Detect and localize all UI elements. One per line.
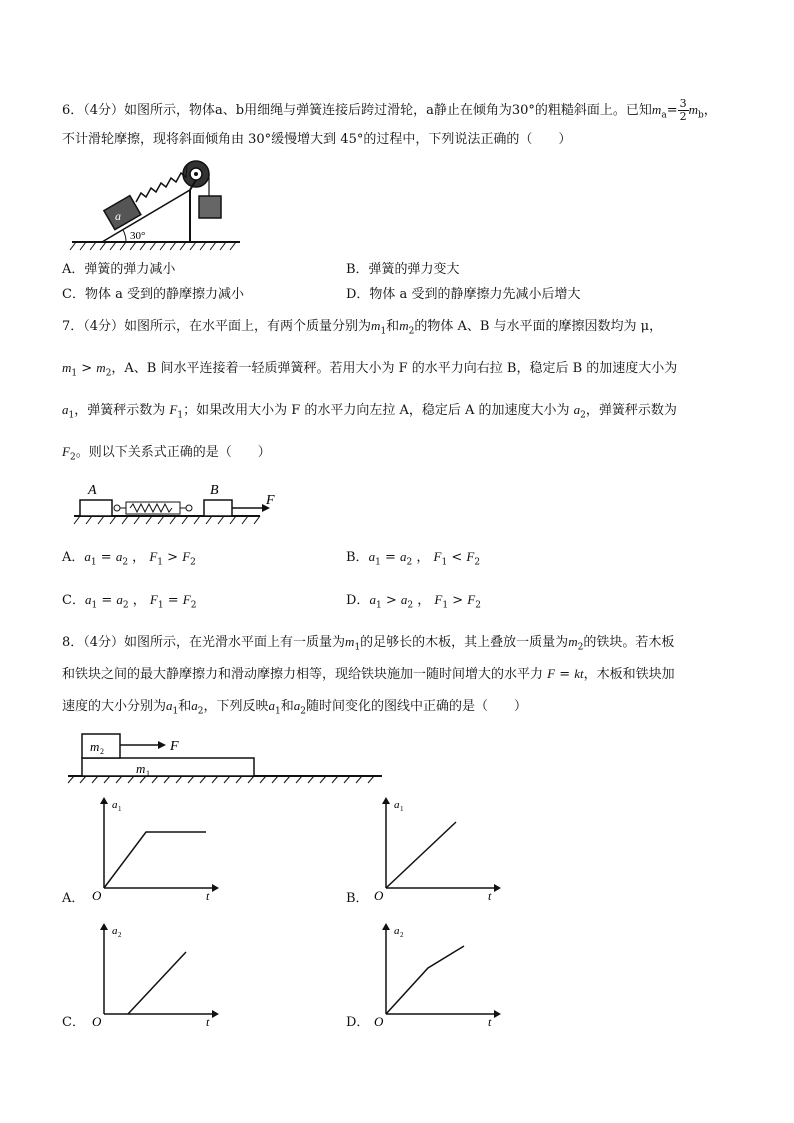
q6-option-c[interactable]: C．物体 a 受到的静摩擦力减小 (62, 287, 244, 302)
block-A (80, 500, 112, 516)
q6-option-a[interactable]: A．弹簧的弹力减小 (62, 262, 176, 277)
q7-line-1: 7．（4分）如图所示，在水平面上，有两个质量分别为$m_1$和$m_2$的物体 A、B 与水平面的摩擦因数均为 μ， (62, 318, 663, 337)
q8-option-d[interactable]: D． (346, 1015, 370, 1030)
q6-angle-label: 30° (130, 230, 146, 242)
svg-text:O: O (374, 1014, 384, 1026)
svg-text:t: t (206, 889, 210, 900)
svg-text:a: a (112, 925, 118, 937)
q8-graph-c[interactable] (88, 922, 220, 1026)
svg-text:a: a (112, 799, 118, 811)
q8-option-b[interactable]: B． (346, 891, 369, 906)
q8-option-a[interactable]: A． (62, 891, 85, 906)
q8-board-figure (66, 728, 386, 784)
q6-line-1: 6．（4分）如图所示，物体a、b用细绳与弹簧连接后跨过滑轮，a静止在倾角为30°的粗糙斜面上。已知$m_a=$ $\frac{3}{2}$ $m_b$， (62, 97, 717, 123)
q8-line-1: 8．（4分）如图所示，在光滑水平面上有一质量为$m_1$的足够长的木板，其上叠放一质量为$m_2$的铁块。若木板 (62, 634, 675, 653)
svg-text:O: O (92, 888, 102, 900)
graph-d-curve (386, 946, 464, 1014)
graph-c-curve (128, 952, 186, 1014)
svg-text:t: t (206, 1015, 210, 1026)
q7-spring-figure (70, 478, 285, 528)
q6-text: 6．（4分）如图所示，物体a、b用细绳与弹簧连接后跨过滑轮，a静止在倾角为30°的粗糙斜面上。已知 (62, 103, 652, 118)
q6-var: m (688, 102, 698, 117)
q8-graph-d[interactable] (370, 922, 502, 1026)
q7-option-a[interactable]: A．$a_1 = a_2$ ， $F_1 > F_2$ (62, 549, 196, 568)
svg-text:a: a (394, 799, 400, 811)
block-b (199, 196, 221, 218)
q7-line-4: $F_2$。则以下关系式正确的是（ ） (62, 444, 271, 463)
svg-text:O: O (374, 888, 384, 900)
q8-line-3: 速度的大小分别为$a_1$和$a_2$，下列反映$a_1$和$a_2$随时间变化的图线中正确的是（ ） (62, 698, 528, 717)
q7-label-A: A (88, 483, 97, 498)
q6-var: m (651, 102, 662, 117)
q7-option-b[interactable]: B．$a_1 = a_2$ ， $F_1 < F_2$ (346, 549, 481, 568)
q6-incline-figure (68, 150, 248, 252)
svg-text:2: 2 (100, 747, 104, 756)
svg-text:m: m (136, 761, 146, 776)
svg-text:1: 1 (118, 805, 122, 813)
q6-fraction: $\frac{3}{2}$ (679, 97, 687, 123)
q8-line-2: 和铁块之间的最大静摩擦力和滑动摩擦力相等，现给铁块施加一随时间增大的水平力 F = kt，木板和铁块加 (62, 666, 675, 682)
svg-text:a: a (394, 925, 400, 937)
svg-text:1: 1 (400, 805, 404, 813)
q6-sub: a (661, 110, 667, 121)
q7-line-2: $m_1 > m_2$，A、B 间水平连接着一轻质弹簧秤。若用大小为 F 的水平力向右拉 B，稳定后 B 的加速度大小为 (62, 360, 678, 379)
q7-label-B: B (210, 483, 219, 498)
graph-a-curve (104, 832, 206, 888)
q7-line-3: $a_1$，弹簧秤示数为 $F_1$；如果改用大小为 F 的水平力向左拉 A，稳定后 A 的加速度大小为 $a_2$，弹簧秤示数为 (62, 402, 677, 421)
q8-option-c[interactable]: C． (62, 1015, 85, 1030)
q6-line-2: 不计滑轮摩擦，现将斜面倾角由 30°缓慢增大到 45°的过程中，下列说法正确的（ ） (62, 132, 572, 147)
q7-option-c[interactable]: C．$a_1 = a_2$ ， $F_1 = F_2$ (62, 592, 197, 611)
svg-text:1: 1 (146, 769, 150, 778)
arrow-icon (158, 741, 166, 749)
q6-eq: = (666, 103, 678, 118)
svg-text:O: O (92, 1014, 102, 1026)
svg-text:m: m (90, 739, 100, 754)
q6-label-a: a (115, 209, 121, 223)
q6-sub: b (697, 110, 704, 121)
graph-b-curve (386, 822, 456, 888)
svg-text:2: 2 (400, 931, 404, 939)
block-B (204, 500, 232, 516)
block-a (104, 196, 141, 230)
q8-graph-a[interactable] (88, 796, 220, 900)
q7-label-F: F (266, 493, 275, 508)
svg-text:t: t (488, 1015, 492, 1026)
q6-option-b[interactable]: B．弹簧的弹力变大 (346, 262, 460, 277)
svg-text:2: 2 (118, 931, 122, 939)
board-m1 (82, 758, 254, 776)
q8-graph-b[interactable] (370, 796, 502, 900)
q7-option-d[interactable]: D．$a_1 > a_2$ ， $F_1 > F_2$ (346, 592, 481, 611)
svg-text:t: t (488, 889, 492, 900)
svg-text:F: F (170, 739, 179, 754)
q6-option-d[interactable]: D．物体 a 受到的静摩擦力先减小后增大 (346, 287, 581, 302)
